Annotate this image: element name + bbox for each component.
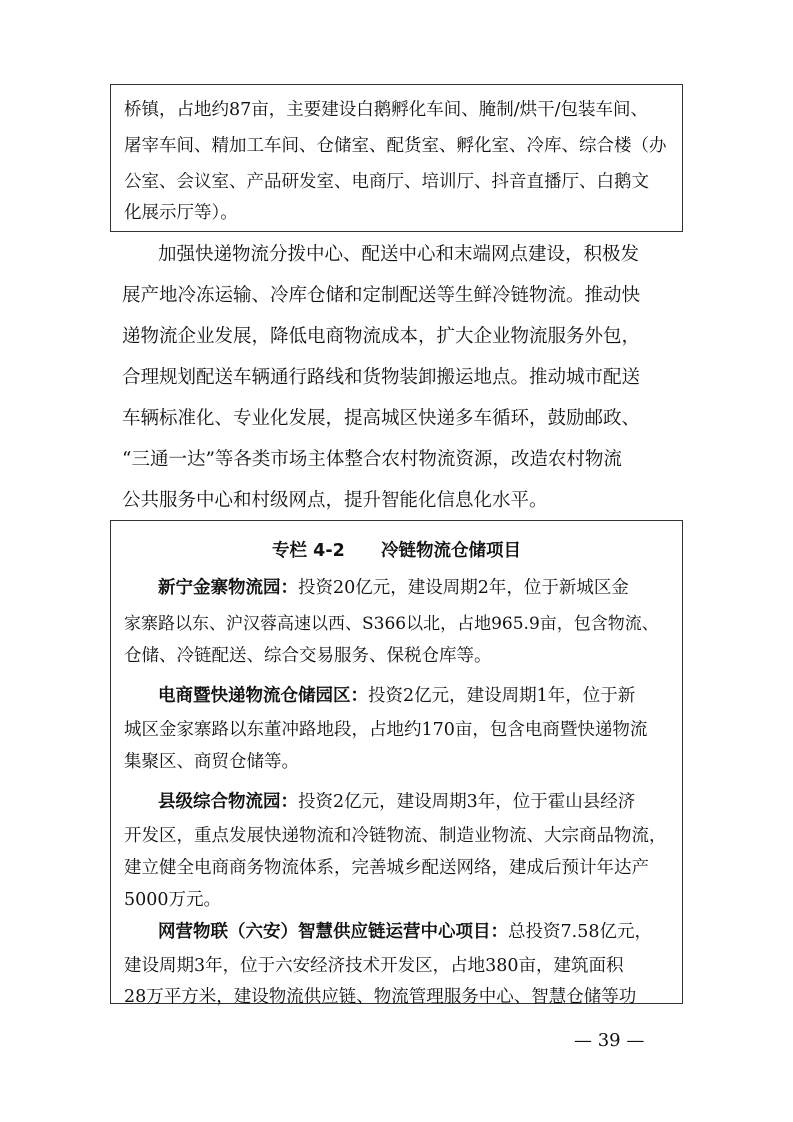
column-item-first-line bbox=[158, 578, 629, 598]
box-top-line: 化展示厅等）。 bbox=[124, 203, 238, 223]
box-top-line: 屠宰车间、精加工车间、仓储室、配货室、孵化室、冷库、综合楼（办 bbox=[124, 136, 667, 156]
column-item-text: 总投资7.58亿元， bbox=[508, 922, 652, 942]
column-item-text: 投资2亿元，建设周期3年，位于霍山县经济 bbox=[298, 792, 636, 812]
body-paragraph-line: 公共服务中心和村级网点，提升智能化信息化水平。 bbox=[122, 490, 548, 511]
column-item-line: 家寨路以东、沪汉蓉高速以西、S366以北，占地965.9亩，包含物流、 bbox=[124, 614, 659, 634]
page-number: — 39 — bbox=[574, 1030, 645, 1051]
body-paragraph-line: 合理规划配送车辆通行路线和货物装卸搬运地点。推动城市配送 bbox=[122, 367, 641, 388]
column-item-line: 建立健全电商商务物流体系，完善城乡配送网络，建成后预计年达产 bbox=[124, 858, 649, 878]
column-item-name: 电商暨快递物流仓储园区： bbox=[158, 686, 368, 706]
box-top-line: 公室、会议室、产品研发室、电商厅、培训厅、抖音直播厅、白鹅文 bbox=[124, 172, 649, 192]
column-item-line: 城区金家寨路以东董冲路地段，占地约170亩，包含电商暨快递物流 bbox=[124, 720, 648, 740]
column-heading: 冷链物流仓储项目 bbox=[380, 541, 521, 561]
column-item-line: 建设周期3年，位于六安经济技术开发区，占地380亩，建筑面积 bbox=[124, 956, 624, 976]
column-item-text: 投资2亿元，建设周期1年，位于新 bbox=[368, 686, 636, 706]
column-item-text: 投资20亿元，建设周期2年，位于新城区金 bbox=[298, 578, 629, 598]
column-title bbox=[0, 537, 793, 562]
body-paragraph-line: “三通一达”等各类市场主体整合农村物流资源，改造农村物流 bbox=[122, 449, 622, 470]
body-paragraph-line: 车辆标准化、专业化发展，提高城区快递多车循环，鼓励邮政、 bbox=[122, 408, 641, 429]
column-item-line: 仓储、冷链配送、综合交易服务、保税仓库等。 bbox=[124, 646, 492, 666]
body-paragraph-line: 展产地冷冻运输、冷库仓储和定制配送等生鲜冷链物流。推动快 bbox=[122, 285, 641, 306]
body-paragraph-line: 递物流企业发展，降低电商物流成本，扩大企业物流服务外包， bbox=[122, 326, 641, 347]
column-item-line: 集聚区、商贸仓储等。 bbox=[124, 752, 299, 772]
column-item-line: 28万平方米，建设物流供应链、物流管理服务中心、智慧仓储等功 bbox=[124, 987, 637, 1007]
column-item-line: 5000万元。 bbox=[124, 890, 222, 910]
column-label: 专栏 4-2 bbox=[272, 541, 345, 561]
box-top-line: 桥镇，占地约87亩，主要建设白鹅孵化车间、腌制/烘干/包装车间、 bbox=[124, 100, 649, 120]
column-item-first-line bbox=[158, 792, 635, 812]
column-item-line: 开发区，重点发展快递物流和冷链物流、制造业物流、大宗商品物流， bbox=[124, 826, 667, 846]
column-item-first-line bbox=[158, 922, 652, 942]
column-item-name: 网营物联（六安）智慧供应链运营中心项目： bbox=[158, 922, 508, 942]
column-item-name: 县级综合物流园： bbox=[158, 792, 298, 812]
column-item-name: 新宁金寨物流园： bbox=[158, 578, 298, 598]
column-item-first-line bbox=[158, 686, 635, 706]
body-paragraph-line: 加强快递物流分拨中心、配送中心和末端网点建设，积极发 bbox=[158, 244, 640, 265]
